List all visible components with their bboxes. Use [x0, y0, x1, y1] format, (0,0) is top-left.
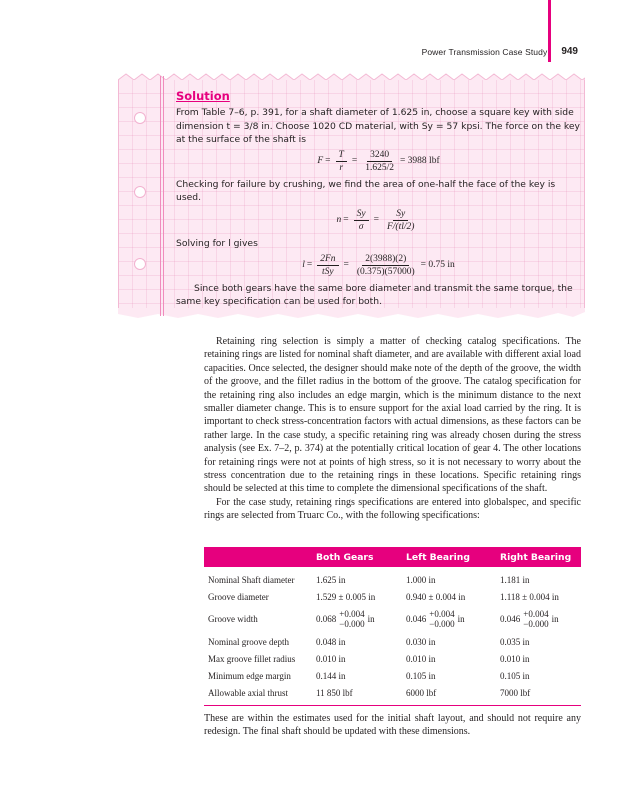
tol-minus: −0.000 — [339, 619, 365, 629]
table-cell — [312, 605, 402, 633]
solution-paragraph-4: Since both gears have the same bore diameter and transmit the same torque, the same key specification can be used for both. — [176, 283, 573, 308]
notepad-margin-line — [160, 76, 161, 316]
solution-paragraph-1: From Table 7–6, p. 391, for a shaft diameter of 1.625 in, choose a square key with side dimension t = 3/8 in. Choose 1020 CD material, with Sy = 57 kpsi. The force on the key at the surface of the shaft is — [176, 107, 580, 145]
table-cell: 0.035 in — [500, 636, 530, 647]
tol-plus: +0.004 — [523, 609, 549, 619]
table-cell: 0.010 in — [406, 653, 436, 664]
table-cell: 1.181 in — [500, 574, 530, 585]
table-row — [204, 605, 581, 633]
running-header-title: Power Transmission Case Study — [421, 46, 548, 57]
punch-hole — [134, 112, 146, 124]
notepad-margin-line — [163, 76, 164, 316]
table-row — [204, 667, 581, 684]
table-header-cell: Right Bearing — [500, 551, 572, 563]
table-header-row — [204, 547, 581, 567]
eq3-den2: (0.375)(57000) — [356, 267, 415, 278]
body-paragraph-1: Retaining ring selection is simply a matter of checking catalog specifications. The retaining rings are listed for nominal shaft diameter, and are available with different axial load capacities. Once selected, the designer should make note of the depth of the groove, the width of the groove, and the fillet radius in the bottom of the groove. The catalog specification for the retaining ring also includes an edge margin, which is the minimum distance to the next smaller diameter change. This is to ensure support for the axial load carried by the ring. It is important to check stress-concentration factors with actual dimensions, as these factors can be rather large. In the case study, a specific retaining ring was already chosen during the stress analysis (see Ex. 7–2, p. 374) at the potentially critical location of gear 4. The other locations for retaining rings were not at points of high stress, so it is not necessary to worry about the stress concentration due to the retaining rings in these locations. Specific retaining rings should be selected at this time to complete the dimensional specifications of the shaft. — [204, 336, 581, 495]
table-row — [204, 633, 581, 650]
closing-paragraph: These are within the estimates used for the initial shaft layout, and should not require any redesign. The final shaft should be updated with these dimensions. — [204, 713, 581, 738]
solution-content — [176, 90, 581, 309]
page-number: 949 — [561, 46, 578, 57]
eq3-num2: 2(3988)(2) — [362, 253, 409, 266]
tol-base: 0.046 — [406, 614, 427, 624]
tol-minus: −0.000 — [429, 619, 455, 629]
equation-force: F = $\frac{T}{r}$ = $\frac{3240}{1.625/2}$ = 3988 lbf — [317, 150, 440, 174]
table-cell: 0.010 in — [316, 653, 346, 664]
eq1-den2: 1.625/2 — [365, 163, 394, 174]
tol-plus: +0.004 — [429, 609, 455, 619]
eq1-num1: T — [336, 149, 347, 162]
tol-minus: −0.000 — [523, 619, 549, 629]
table-cell: 0.144 in — [316, 670, 346, 681]
eq1-den1: r — [339, 163, 344, 174]
eq2-lhs: n — [336, 214, 342, 225]
eq1-num2: 3240 — [367, 149, 392, 162]
table-cell: 1.118 ± 0.004 in — [500, 591, 559, 602]
table-cell — [402, 605, 496, 633]
table-row — [204, 567, 581, 588]
solution-title: Solution — [176, 89, 230, 103]
equation-key-length: l = $\frac{2Fn}{\text{tSy}}$ = $\frac{2(3988)(2)}{(0.375)(57000)}$ = 0.75 in — [302, 254, 455, 278]
table-cell: 0.940 ± 0.004 in — [406, 591, 466, 602]
solution-paragraph-3: Solving for l gives — [176, 237, 258, 249]
eq2-den2: F/(tl/2) — [386, 221, 415, 232]
table-header-cell — [204, 547, 312, 567]
row-label: Groove diameter — [208, 591, 269, 602]
eq1-result: = 3988 lbf — [399, 156, 440, 167]
table-cell: 1.625 in — [316, 574, 346, 585]
table-cell: 0.030 in — [406, 636, 436, 647]
row-label: Nominal Shaft diameter — [208, 574, 295, 585]
table-header-cell: Left Bearing — [406, 551, 470, 563]
row-label: Allowable axial thrust — [204, 684, 312, 706]
eq2-den1: σ — [358, 221, 364, 232]
punch-hole — [134, 258, 146, 270]
equation-safety-factor: n = $\frac{Sy}{\sigma}$ = $\frac{Sy}{F/(tl/2)}$ — [176, 208, 581, 233]
table-cell: 11 850 lbf — [312, 684, 402, 706]
eq3-den1: tSy — [322, 267, 334, 278]
eq3-num1: 2Fn — [317, 253, 338, 266]
table-cell: 7000 lbf — [496, 684, 581, 706]
table-row — [204, 684, 581, 706]
eq3-lhs: l — [302, 259, 305, 270]
punch-hole — [134, 186, 146, 198]
eq2-num2: Sy — [393, 208, 408, 221]
eq1-lhs: F — [317, 156, 324, 167]
table-cell: 0.048 in — [316, 636, 346, 647]
body-paragraph-2: For the case study, retaining rings specifications are entered into globalspec, and specific rings are selected from Truarc Co., with the following specifications: — [204, 496, 581, 522]
retaining-ring-spec-table — [204, 547, 581, 706]
table-row — [204, 650, 581, 667]
row-label: Minimum edge margin — [208, 670, 291, 681]
tol-unit: in — [551, 614, 559, 624]
tol-plus: +0.004 — [339, 609, 365, 619]
row-label: Groove width — [208, 614, 258, 624]
table-cell: 1.529 ± 0.005 in — [316, 591, 376, 602]
table-cell: 0.105 in — [500, 670, 530, 681]
tol-base: 0.068 — [316, 614, 337, 624]
tol-unit: in — [367, 614, 375, 624]
table-cell: 0.105 in — [406, 670, 436, 681]
solution-paragraph-2: Checking for failure by crushing, we find the area of one-half the face of the key is used. — [176, 179, 556, 204]
running-header — [422, 46, 578, 57]
table-header-cell: Both Gears — [316, 551, 374, 563]
tol-unit: in — [457, 614, 465, 624]
body-text — [204, 335, 581, 523]
table-row — [204, 588, 581, 605]
eq2-num1: Sy — [354, 208, 369, 221]
table-cell — [496, 605, 581, 633]
row-label: Max groove fillet radius — [208, 653, 296, 664]
tol-base: 0.046 — [500, 614, 521, 624]
table-cell: 6000 lbf — [402, 684, 496, 706]
table-cell: 0.010 in — [500, 653, 530, 664]
eq3-result: = 0.75 in — [420, 259, 455, 270]
table-cell: 1.000 in — [406, 574, 436, 585]
row-label: Nominal groove depth — [208, 636, 289, 647]
notepad-bottom-edge — [118, 308, 585, 320]
